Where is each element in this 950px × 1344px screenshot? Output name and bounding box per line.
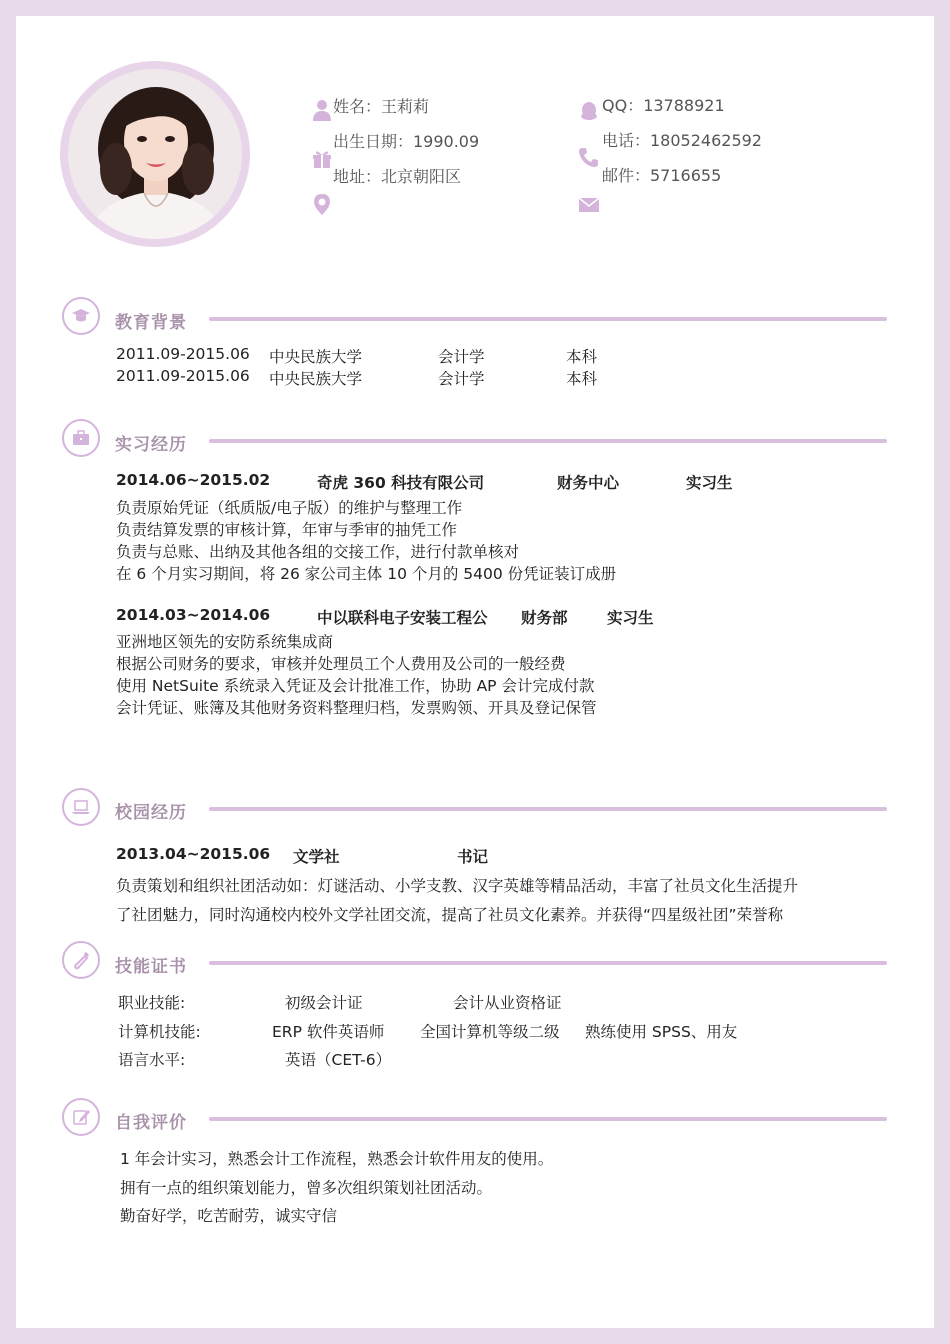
- job-duty: 亚洲地区领先的安防系统集成商: [116, 633, 334, 651]
- edu-major: 会计学: [438, 370, 485, 388]
- self-divider: [209, 1117, 887, 1121]
- edu-period: 2011.09-2015.06: [116, 367, 250, 385]
- campus-org: 文学社: [293, 848, 340, 866]
- qq-field: QQ：13788921: [602, 96, 725, 115]
- self-line: 勤奋好学，吃苦耐劳，诚实守信: [120, 1207, 338, 1225]
- internship-divider: [209, 439, 887, 443]
- profile-photo: [68, 69, 242, 239]
- edu-degree: 本科: [566, 370, 598, 388]
- edit-icon: [71, 1107, 91, 1127]
- skill-item: 会计从业资格证: [453, 994, 562, 1012]
- campus-desc: 负责策划和组织社团活动如：灯谜活动、小学支教、汉字英雄等精品活动，丰富了社员文化生活提升: [116, 877, 799, 895]
- phone-field: 电话：18052462592: [602, 131, 762, 150]
- job-company: 奇虎 360 科技有限公司: [317, 474, 485, 492]
- job-duty: 负责结算发票的审核计算，年审与季审的抽凭工作: [116, 521, 458, 539]
- campus-section-icon: [62, 788, 100, 826]
- skill-item: 熟练使用 SPSS、用友: [585, 1023, 738, 1041]
- job-duty: 负责原始凭证（纸质版/电子版）的维护与整理工作: [116, 499, 463, 517]
- user-icon: [311, 99, 333, 121]
- self-title: 自我评价: [115, 1113, 187, 1133]
- qq-icon: [578, 101, 600, 123]
- job-role: 实习生: [607, 609, 654, 627]
- campus-role: 书记: [457, 848, 489, 866]
- self-section-icon: [62, 1098, 100, 1136]
- campus-desc: 了社团魅力，同时沟通校内校外文学社团交流，提高了社员文化素养。并获得“四星级社团”荣誉称: [116, 906, 784, 924]
- edu-school: 中央民族大学: [269, 370, 363, 388]
- skill-item: 全国计算机等级二级: [420, 1023, 560, 1041]
- laptop-icon: [71, 797, 91, 817]
- email-field: 邮件：5716655: [602, 166, 722, 185]
- location-pin-icon: [311, 193, 333, 215]
- skill-label: 职业技能:: [118, 994, 186, 1012]
- self-line: 1 年会计实习，熟悉会计工作流程，熟悉会计软件用友的使用。: [120, 1150, 554, 1168]
- mail-icon: [578, 194, 600, 216]
- skill-item: 初级会计证: [285, 994, 363, 1012]
- avatar: [60, 61, 250, 247]
- birth-field: 出生日期：1990.09: [333, 132, 480, 151]
- skill-label: 计算机技能:: [118, 1023, 201, 1041]
- job-company: 中以联科电子安装工程公: [317, 609, 488, 627]
- internship-section-icon: [62, 419, 100, 457]
- name-field: 姓名：王莉莉: [333, 97, 430, 116]
- education-section-icon: [62, 297, 100, 335]
- job-duty: 根据公司财务的要求，审核并处理员工个人费用及公司的一般经费: [116, 655, 566, 673]
- skill-label: 语言水平:: [118, 1051, 186, 1069]
- internship-title: 实习经历: [115, 435, 187, 455]
- job-duty: 会计凭证、账簿及其他财务资料整理归档，发票购领、开具及登记保管: [116, 699, 597, 717]
- education-title: 教育背景: [115, 313, 187, 333]
- skills-title: 技能证书: [115, 957, 187, 977]
- edu-degree: 本科: [566, 348, 598, 366]
- edu-school: 中央民族大学: [269, 348, 363, 366]
- gift-icon: [311, 147, 333, 169]
- job-role: 实习生: [686, 474, 733, 492]
- job-duty: 负责与总账、出纳及其他各组的交接工作，进行付款单核对: [116, 543, 520, 561]
- wrench-icon: [71, 950, 91, 970]
- education-divider: [209, 317, 887, 321]
- skill-item: 英语（CET-6）: [285, 1051, 392, 1069]
- job-dept: 财务部: [521, 609, 568, 627]
- phone-icon: [578, 146, 600, 168]
- edu-major: 会计学: [438, 348, 485, 366]
- skill-item: ERP 软件英语师: [272, 1023, 385, 1041]
- campus-period: 2013.04~2015.06: [116, 845, 271, 863]
- briefcase-icon: [71, 428, 91, 448]
- self-line: 拥有一点的组织策划能力，曾多次组织策划社团活动。: [120, 1179, 493, 1197]
- skills-divider: [209, 961, 887, 965]
- job-duty: 使用 NetSuite 系统录入凭证及会计批准工作，协助 AP 会计完成付款: [116, 677, 595, 695]
- job-period: 2014.06~2015.02: [116, 471, 271, 489]
- campus-title: 校园经历: [115, 803, 187, 823]
- address-field: 地址：北京朝阳区: [333, 167, 462, 186]
- edu-period: 2011.09-2015.06: [116, 345, 250, 363]
- job-duty: 在 6 个月实习期间，将 26 家公司主体 10 个月的 5400 份凭证装订成册: [116, 565, 617, 583]
- skills-section-icon: [62, 941, 100, 979]
- campus-divider: [209, 807, 887, 811]
- job-dept: 财务中心: [557, 474, 620, 492]
- job-period: 2014.03~2014.06: [116, 606, 271, 624]
- graduation-cap-icon: [71, 306, 91, 326]
